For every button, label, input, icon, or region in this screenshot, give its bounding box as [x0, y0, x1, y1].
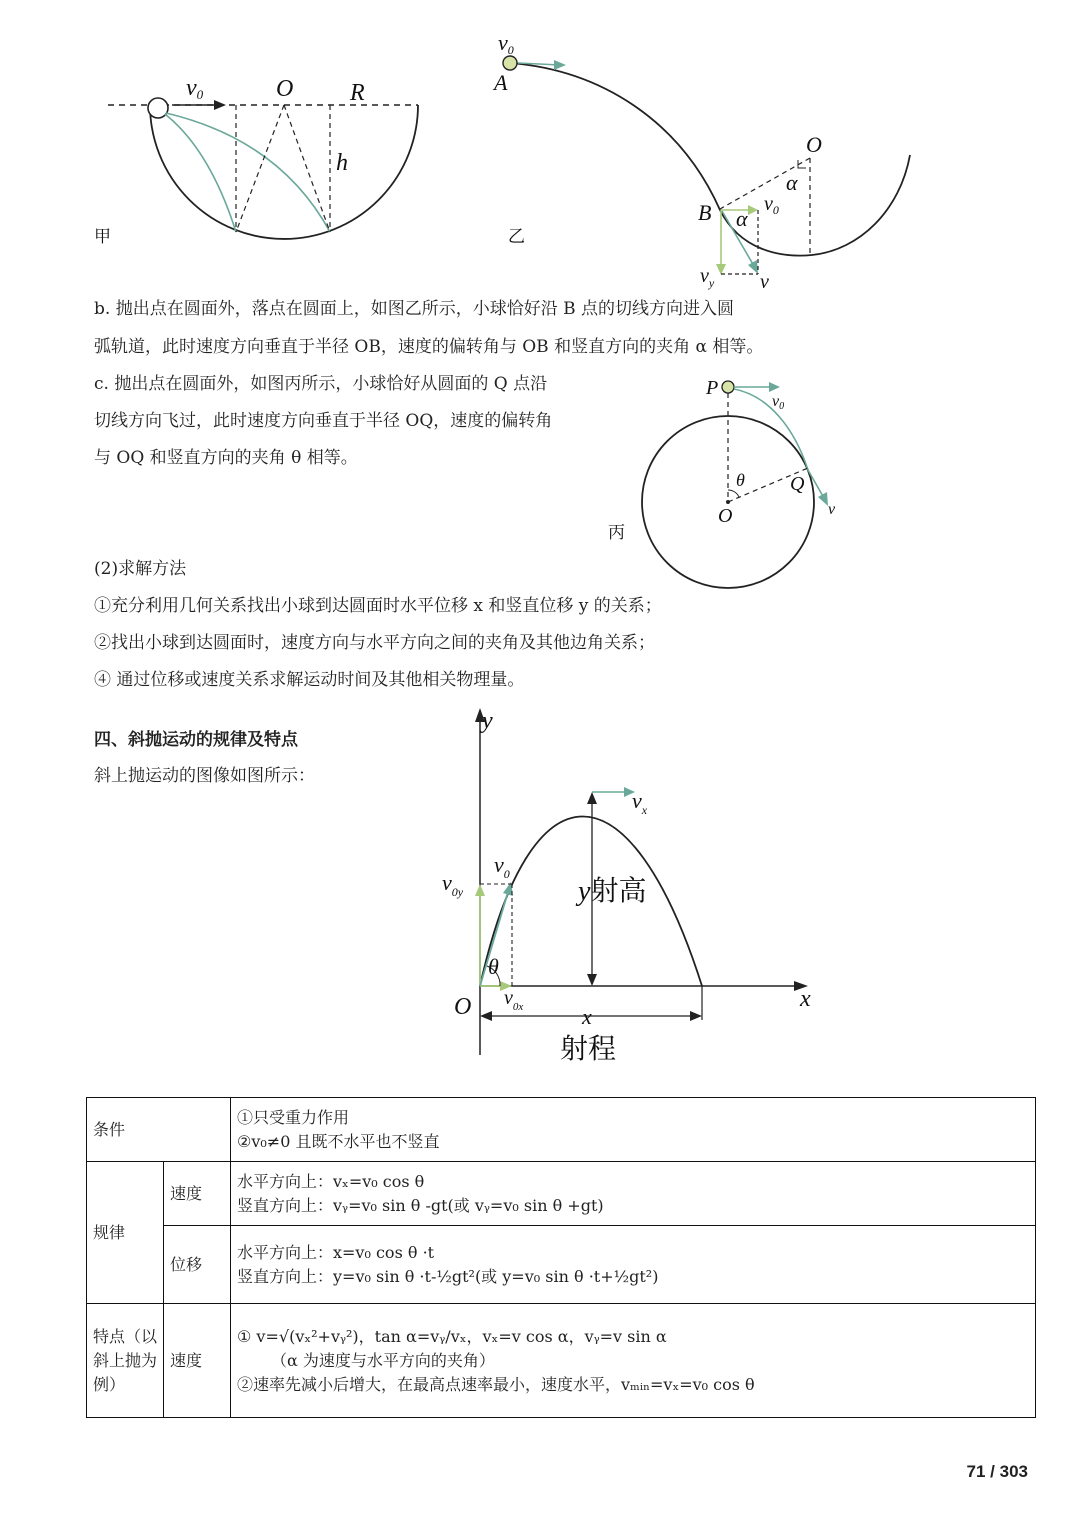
feature-line-2: （α 为速度与水平方向的夹角） [271, 1350, 495, 1370]
section4-intro: 斜上抛运动的图像如图所示： [94, 766, 315, 786]
figure-jia [0, 0, 480, 260]
figure-yi [480, 0, 940, 300]
cell-feature-content [231, 1304, 1036, 1418]
yi-figure-label: 乙 [508, 227, 525, 246]
method-title: (2)求解方法 [94, 559, 187, 579]
para-c-line2: 切线方向飞过，此时速度方向垂直于半径 OQ，速度的偏转角 [94, 411, 553, 431]
projectile-v0y-label: $v_{0y}$ [442, 870, 464, 899]
jia-figure-label: 甲 [94, 227, 111, 246]
cell-law-label: 规律 [87, 1162, 164, 1304]
bing-figure-label: 丙 [608, 523, 625, 542]
para-c-line3: 与 OQ 和竖直方向的夹角 θ 相等。 [94, 448, 358, 468]
cell-feature-label: 特点（以斜上抛为例） [87, 1304, 164, 1418]
jia-O-label: O [276, 76, 294, 102]
yi-vy-label: $v_y$ [700, 265, 715, 290]
para-c-line1: c. 抛出点在圆面外，如图丙所示，小球恰好从圆面的 Q 点沿 [94, 374, 548, 394]
cell-feature-velocity-label: 速度 [164, 1304, 231, 1418]
projectile-origin-label: O [454, 994, 472, 1020]
yi-alpha-b-label: α [736, 206, 748, 231]
displacement-line-1: 水平方向上：x=v₀ cos θ ·t [237, 1242, 435, 1262]
yi-B-label: B [698, 200, 712, 225]
figure-projectile [430, 700, 850, 1070]
table-row-feature [87, 1304, 1036, 1418]
bing-v-label: v [828, 501, 836, 518]
table-row-condition [87, 1098, 1036, 1162]
cell-velocity-content [231, 1162, 1036, 1226]
page-number: 71 / 303 [966, 1462, 1028, 1481]
figure-bing [600, 370, 860, 595]
projectile-v0-label: $v_0$ [494, 852, 510, 881]
method-step-1: ①充分利用几何关系找出小球到达圆面时水平位移 x 和竖直位移 y 的关系； [94, 596, 662, 616]
jia-v0-label: v0 [186, 75, 204, 102]
projectile-x-axis-label: x [800, 986, 811, 1012]
para-b-line1: b. 抛出点在圆面外，落点在圆面上，如图乙所示，小球恰好沿 B 点的切线方向进入圆 [94, 299, 734, 319]
projectile-theta-label: θ [488, 954, 499, 979]
projectile-v0x-label: $v_{0x}$ [504, 987, 524, 1013]
method-step-4: ④ 通过位移或速度关系求解运动时间及其他相关物理量。 [94, 670, 525, 690]
condition-line-1: ①只受重力作用 [237, 1107, 350, 1127]
bing-P-label: P [706, 377, 719, 399]
para-b-line2: 弧轨道，此时速度方向垂直于半径 OB，速度的偏转角与 OB 和竖直方向的夹角 α 相等。 [94, 337, 764, 357]
yi-O-label: O [806, 132, 822, 157]
yi-v0-b-label: $v_0$ [764, 193, 779, 217]
yi-v0-top-label: v0 [498, 30, 514, 57]
feature-line-3: ②速率先减小后增大，在最高点速率最小，速度水平，vₘᵢₙ=vₓ=v₀ cos θ [237, 1374, 755, 1394]
yi-A-label: A [494, 70, 508, 95]
bing-Q-label: Q [790, 473, 805, 495]
projectile-range-label: 射程 [560, 1034, 617, 1065]
feature-line-1: ① v=√(vₓ²+vᵧ²)，tan α=vᵧ/vₓ，vₓ=v cos α，vᵧ=v sin α [237, 1326, 667, 1346]
projectile-vx-label: $v_x$ [632, 788, 648, 817]
velocity-line-1: 水平方向上：vₓ=v₀ cos θ [237, 1171, 425, 1191]
projectile-height-label: y射高 [578, 876, 647, 907]
method-step-2: ②找出小球到达圆面时，速度方向与水平方向之间的夹角及其他边角关系； [94, 633, 655, 653]
bing-O-label: O [718, 505, 733, 527]
condition-line-2: ②v₀≠0 且既不水平也不竖直 [237, 1131, 440, 1151]
cell-condition-label: 条件 [87, 1098, 231, 1162]
bing-v0-label: v0 [772, 393, 785, 412]
velocity-line-2: 竖直方向上：vᵧ=v₀ sin θ -gt(或 vᵧ=v₀ sin θ +gt) [237, 1195, 604, 1215]
table-row-law-velocity [87, 1162, 1036, 1226]
section4-title: 四、斜抛运动的规律及特点 [94, 730, 298, 750]
yi-alpha-top-label: α [786, 170, 798, 195]
jia-h-label: h [336, 150, 348, 176]
projectile-y-axis-label: y [482, 708, 493, 734]
cell-velocity-label: 速度 [164, 1162, 231, 1226]
yi-v-label: v [760, 271, 769, 293]
projectile-rules-table [86, 1097, 1036, 1418]
table-row-law-displacement [87, 1226, 1036, 1304]
cell-displacement-label: 位移 [164, 1226, 231, 1304]
jia-R-label: R [350, 80, 365, 106]
projectile-range-var: x [582, 1004, 592, 1029]
bing-theta-label: θ [736, 470, 745, 490]
displacement-line-2: 竖直方向上：y=v₀ sin θ ·t-½gt²(或 y=v₀ sin θ ·t+½gt²) [237, 1266, 659, 1286]
cell-displacement-content [231, 1226, 1036, 1304]
cell-condition-content [231, 1098, 1036, 1162]
